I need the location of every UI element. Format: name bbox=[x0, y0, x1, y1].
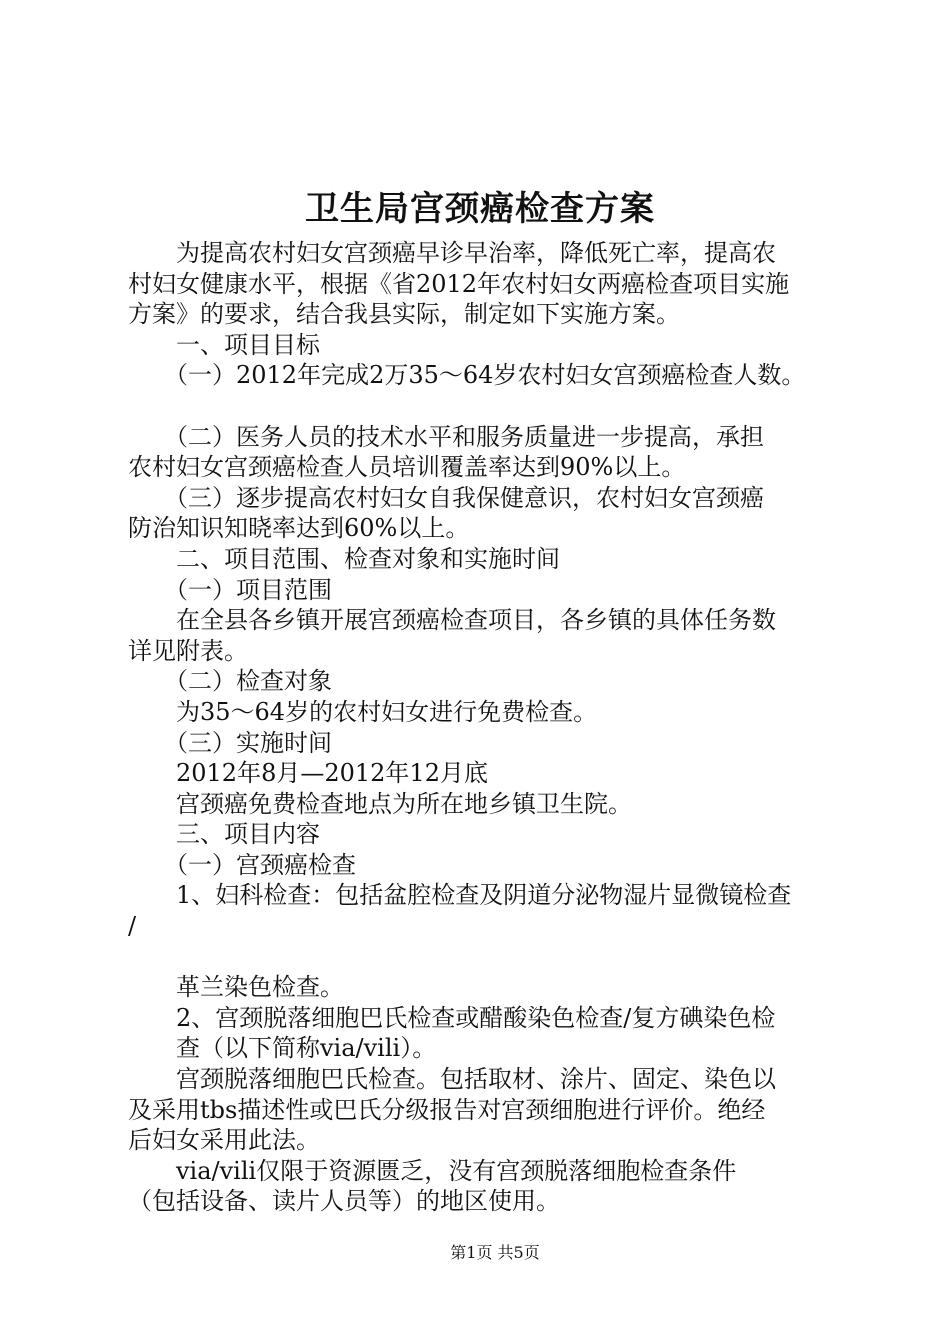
section-heading: 一、项目目标 bbox=[128, 330, 320, 359]
subsection-heading: （三）实施时间 bbox=[128, 728, 332, 757]
body-line: 村妇女健康水平，根据《省2012年农村妇女两癌检查项目实施 bbox=[128, 269, 790, 298]
body-line: 1、妇科检查：包括盆腔检查及阴道分泌物湿片显微镜检查 bbox=[128, 881, 792, 910]
subsection-heading: （一）项目范围 bbox=[128, 575, 332, 604]
body-line: 方案》的要求，结合我县实际，制定如下实施方案。 bbox=[128, 300, 680, 329]
body-line: 及采用tbs描述性或巴氏分级报告对宫颈细胞进行评价。绝经 bbox=[128, 1095, 766, 1124]
subsection-heading: （一）宫颈癌检查 bbox=[128, 850, 356, 879]
body-line: 详见附表。 bbox=[128, 636, 248, 665]
body-line: 后妇女采用此法。 bbox=[128, 1126, 320, 1155]
blank-line bbox=[128, 942, 848, 973]
body-line: 为35～64岁的农村妇女进行免费检查。 bbox=[128, 697, 598, 726]
page-number-footer: 第1页 共5页 bbox=[450, 1243, 540, 1262]
body-line: 查（以下简称via/vili）。 bbox=[128, 1034, 437, 1063]
blank-line bbox=[128, 391, 848, 422]
body-line: 农村妇女宫颈癌检查人员培训覆盖率达到90%以上。 bbox=[128, 453, 686, 482]
body-line: 为提高农村妇女宫颈癌早诊早治率，降低死亡率，提高农 bbox=[128, 239, 776, 267]
body-line: （三）逐步提高农村妇女自我保健意识，农村妇女宫颈癌 bbox=[128, 483, 764, 512]
section-heading: 三、项目内容 bbox=[128, 820, 320, 849]
body-line: 2、宫颈脱落细胞巴氏检查或醋酸染色检查/复方碘染色检 bbox=[128, 1003, 776, 1032]
body-line: 宫颈脱落细胞巴氏检查。包括取材、涂片、固定、染色以 bbox=[128, 1065, 776, 1094]
body-line: （二）医务人员的技术水平和服务质量进一步提高，承担 bbox=[128, 422, 764, 451]
body-line: 2012年8月—2012年12月底 bbox=[128, 759, 488, 788]
document-body bbox=[128, 238, 848, 1217]
subsection-heading: （二）检查对象 bbox=[128, 667, 332, 696]
body-line: （一）2012年完成2万35～64岁农村妇女宫颈癌检查人数。 bbox=[128, 361, 806, 390]
body-line: （包括设备、读片人员等）的地区使用。 bbox=[128, 1187, 560, 1216]
body-line: 革兰染色检查。 bbox=[128, 973, 344, 1002]
body-line: via/vili仅限于资源匮乏，没有宫颈脱落细胞检查条件 bbox=[128, 1156, 737, 1185]
body-line: 防治知识知晓率达到60%以上。 bbox=[128, 514, 470, 543]
body-line: 宫颈癌免费检查地点为所在地乡镇卫生院。 bbox=[128, 789, 632, 818]
body-line: / bbox=[128, 912, 137, 941]
section-heading: 二、项目范围、检查对象和实施时间 bbox=[128, 544, 560, 573]
document-title: 卫生局宫颈癌检查方案 bbox=[305, 189, 655, 229]
body-line: 在全县各乡镇开展宫颈癌检查项目，各乡镇的具体任务数 bbox=[128, 606, 776, 635]
